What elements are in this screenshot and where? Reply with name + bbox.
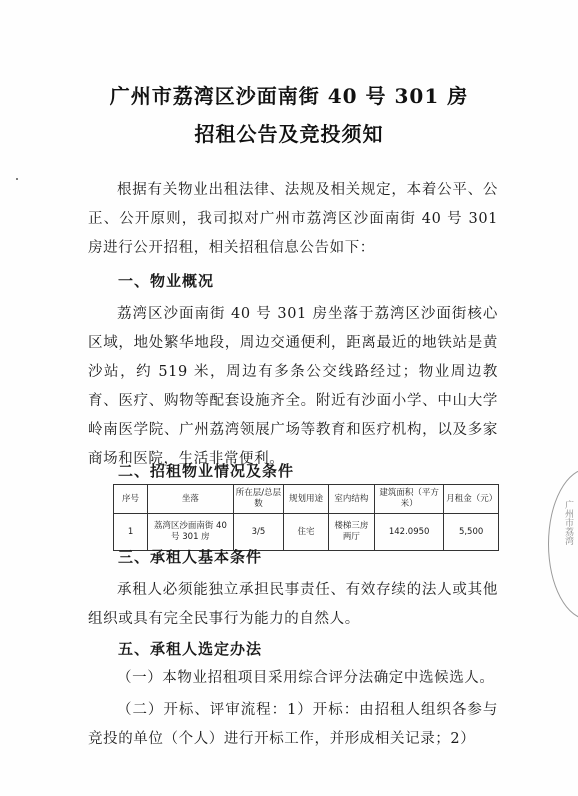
table-cell: 楼梯三房两厅 [328,514,374,551]
section5-item2: （二）开标、评审流程：1）开标：由招租人组织各参与竞投的单位（个人）进行开标工作，并形成相关记录；2） [88,702,498,747]
section3-paragraph: 承租人必须能独立承担民事责任、有效存续的法人或其他组织或具有完全民事行为能力的自然人。 [88,582,498,627]
scan-speck [16,178,18,180]
table-header-cell: 序号 [114,485,148,514]
section5-item1: （一）本物业招租项目采用综合评分法确定中选候选人。 [117,670,495,686]
section1-heading: 一、物业概况 [118,272,215,290]
table-cell: 住宅 [284,514,328,551]
table-header-cell: 规划用途 [284,485,328,514]
table-header-cell: 月租金（元） [444,485,499,514]
intro-paragraph: 根据有关物业出租法律、法规及相关规定，本着公平、公正、公开原则，我司拟对广州市荔湾区沙面南街 40 号 301 房进行公开招租，相关招租信息公告如下： [88,182,498,256]
table-cell: 5,500 [444,514,499,551]
section5-heading: 五、承租人选定办法 [118,640,263,658]
table-cell: 3/5 [233,514,284,551]
table-row [114,514,499,551]
table-header-cell: 室内结构 [328,485,374,514]
table-header-cell: 建筑面积（平方米） [375,485,444,514]
table-cell: 142.0950 [375,514,444,551]
table-cell: 1 [114,514,148,551]
table-header-cell: 坐落 [148,485,234,514]
table-header-row [114,485,499,514]
section3-heading: 三、承租人基本条件 [118,548,263,566]
rental-property-table [113,484,499,551]
document-title-line2: 招租公告及竞投须知 [194,122,384,146]
table-cell: 荔湾区沙面南街 40 号 301 房 [148,514,234,551]
section1-paragraph: 荔湾区沙面南街 40 号 301 房坐落于荔湾区沙面街核心区域，地处繁华地段，周边交通便利，距离最近的地铁站是黄沙站，约 519 米，周边有多条公交线路经过；物业周边教育、医疗、购物等配套设施齐全。附近有沙面小学、中山大学岭南医学院、广州荔湾领展广场等教育和医疗机构，以及多家商场和医院，生活非常便利。 [88,306,498,467]
table-header-cell: 所在层/总层数 [233,485,284,514]
document-title-line1: 广州市荔湾区沙面南街 40 号 301 房 [109,84,469,108]
section2-heading: 二、招租物业情况及条件 [118,462,295,480]
seal-text: 广州市荔湾 [563,500,573,545]
